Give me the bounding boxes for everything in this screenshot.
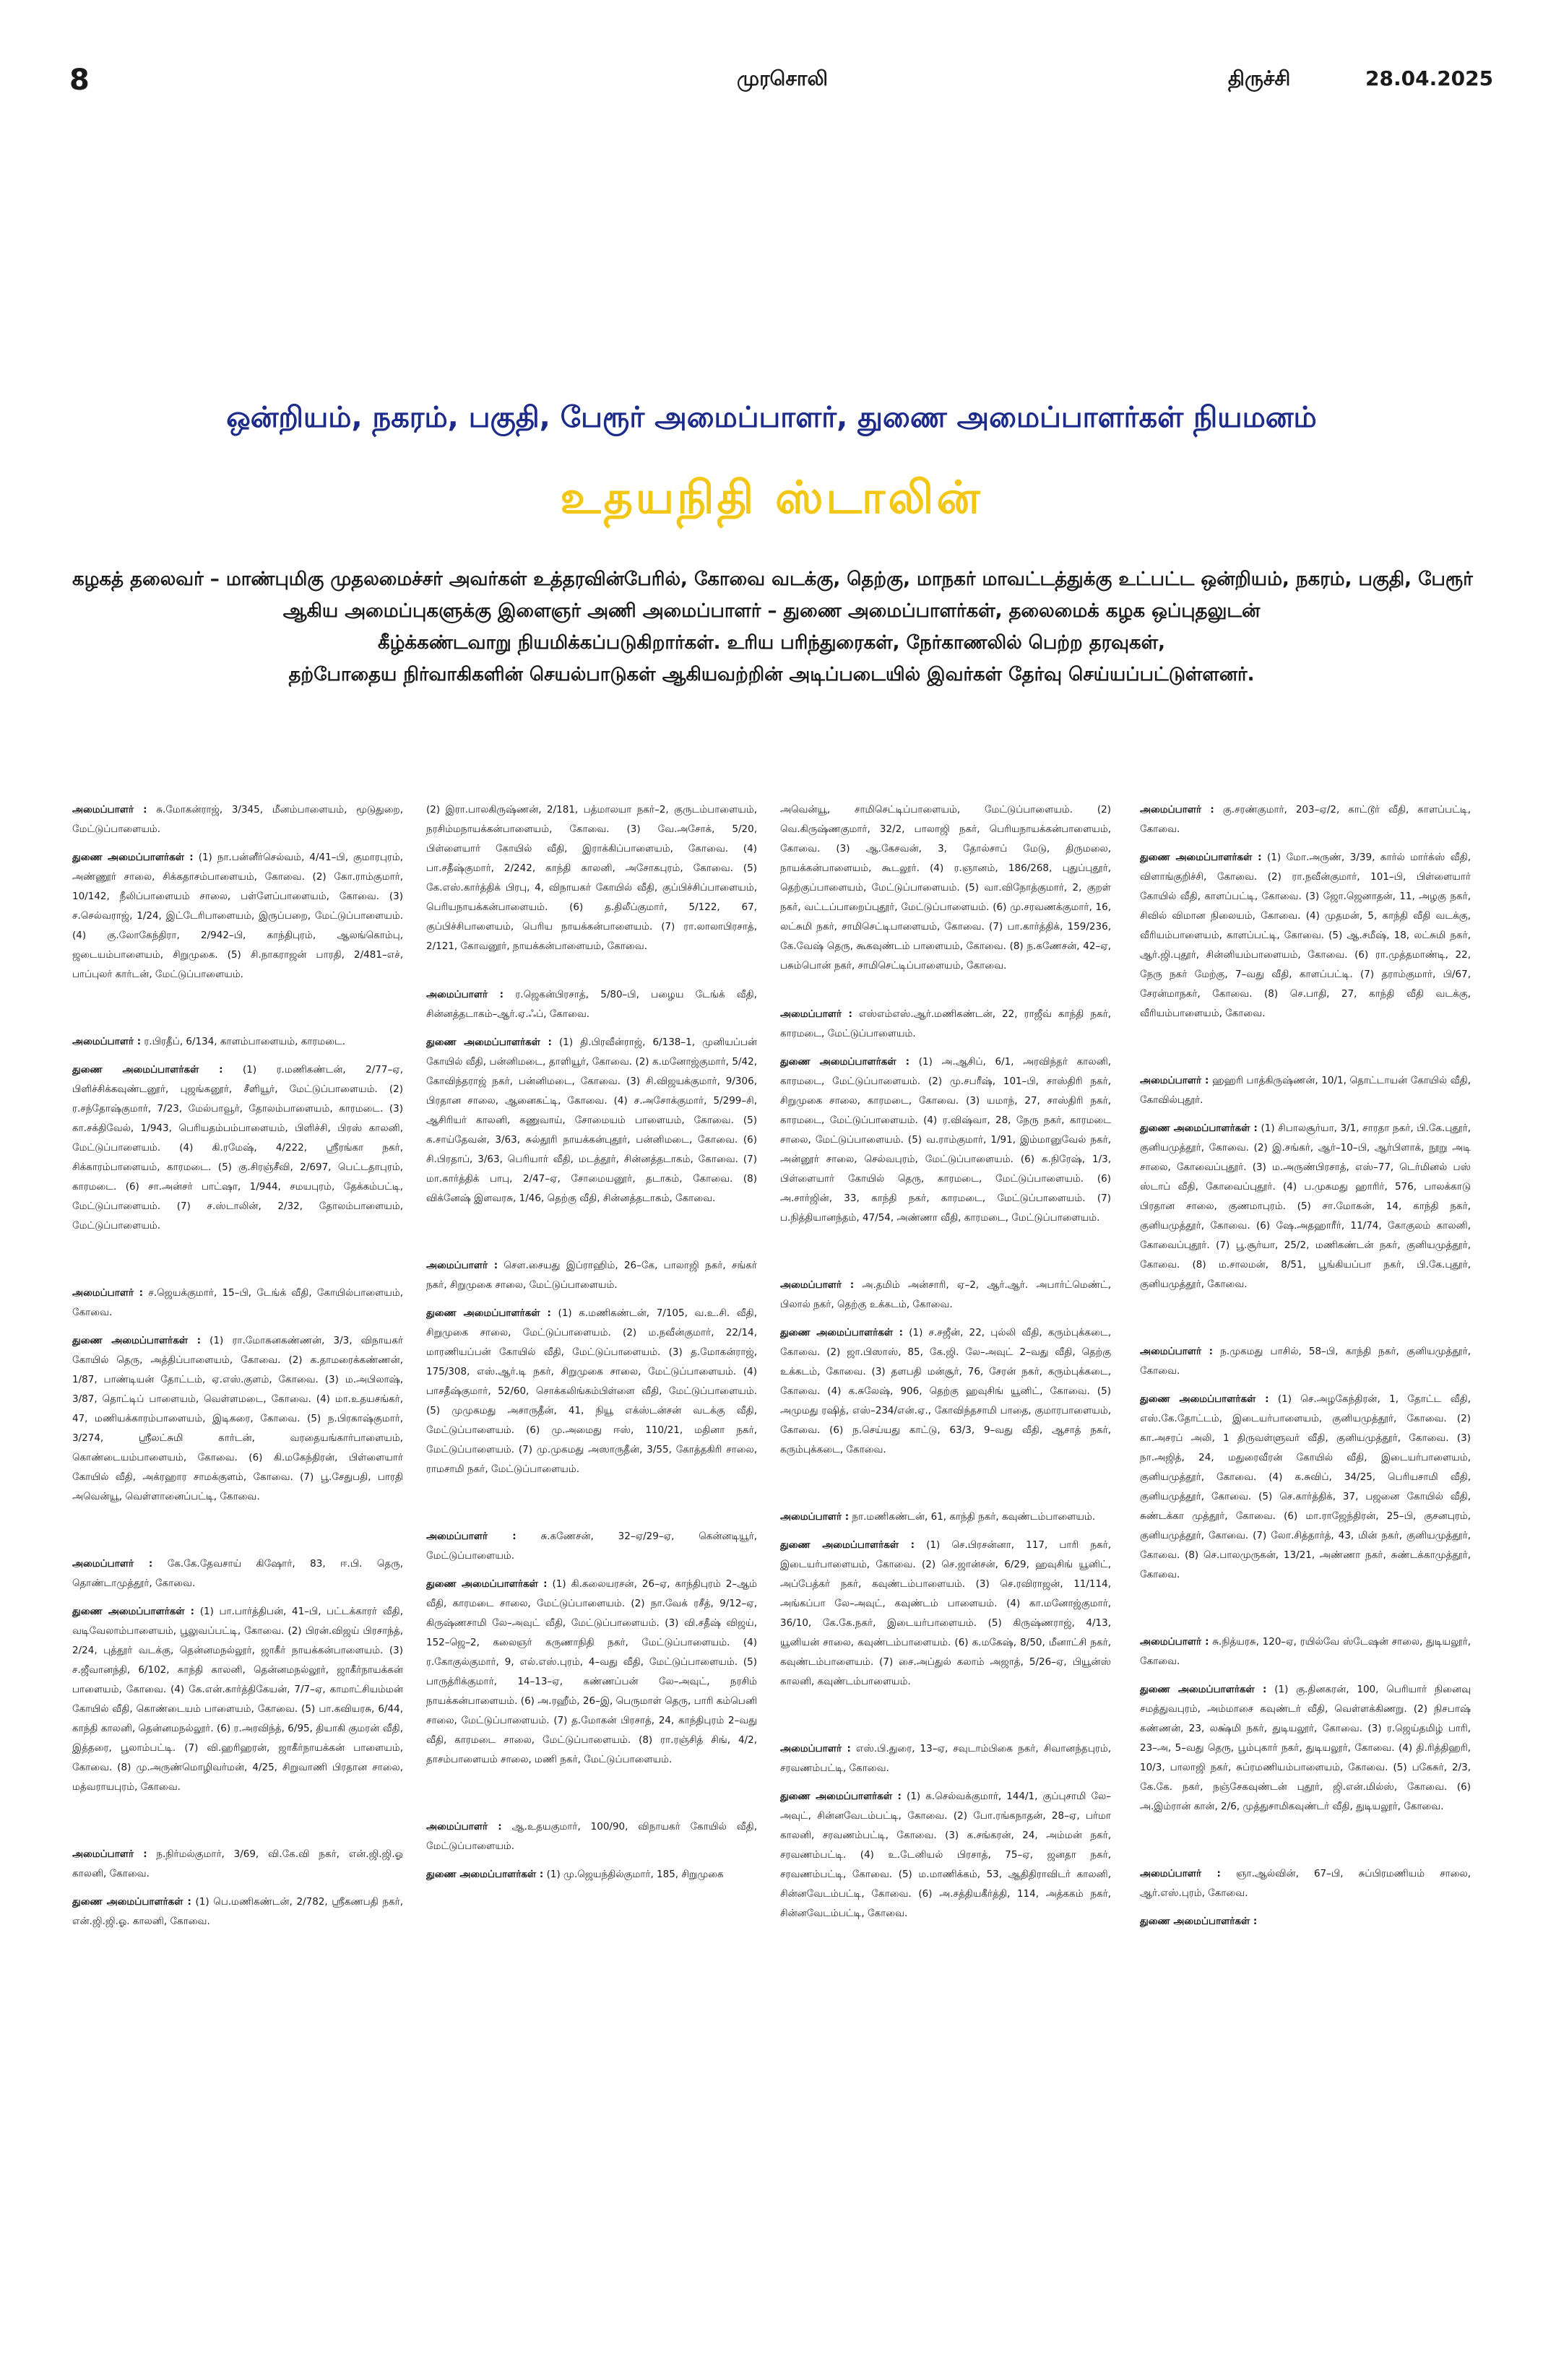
organiser-details: ந.நிர்மல்குமார், 3/69, வி.கே.வி நகர், என்.ஜி.ஜி.ஓ காலனி, கோவை.	[72, 1848, 403, 1879]
deputies-details: (1) செ.பிரசன்னா, 117, பாரி நகர், இடையர்பாளையம், கோவை. (2) செ.ஜான்சன், 6/29, ஹவுசிங் யூனிட், அப்பேத்கர் நகர், கவுண்டம்பாளையம். (3) செ.ரவிராஜன், 11/114, அங்கப்பா லே–அவுட், கவுண்டம் பாளையம். (4) கா.மனோஜ்குமார், 36/10, கே.கே.நகர், இடையர்பாளையம். (5) கிருஷ்ணராஜ், 4/13, யூனியன் சாலை, கவுண்டம்பாளையம். (6) க.மகேஷ், 8/50, மீனாட்சி நகர், கவுண்டம்பாளையம். (7) சை.அப்துல் கலாம் அஜாத், 5/26–ஏ, பியூன்ஸ் காலனி, கவுண்டம்பாளையம்.	[780, 1539, 1111, 1687]
organiser-line	[426, 1527, 757, 1566]
organiser-details: கு.சரண்குமார், 203–ஏ/2, காட்டூர் வீதி, காளப்பட்டி, கோவை.	[1140, 804, 1471, 835]
deputies-label: துணை அமைப்பாளர்கள் :	[426, 1307, 551, 1319]
organiser-details: சு.கணேசன், 32–ஏ/29–ஏ, கென்னடியூர், மேட்டுப்பாளையம்.	[426, 1531, 757, 1562]
subhead: உதயநிதி ஸ்டாலின்	[560, 471, 983, 524]
deputies-details: (1) ரா.மோகனகண்ணன், 3/3, விநாயகர் கோயில் தெரு, அத்திப்பாளையம், கோவை. (2) க.தாமரைக்கண்ணன், 1/87, பாண்டியன் தோட்டம், ஏ.எஸ்.குளம், கோவை. (3) ம.அபிலாஷ், 3/87, தொட்டிப் பாளையம், வெள்ளமடை, கோவை. (4) மா.உதயசங்கர், 47, மணியக்காரம்பாளையம், இடிகரை, கோவை. (5) ந.பிரகாஷ்குமார், 3/274, ஸ்ரீலட்சுமி கார்டன், வரதையங்கார்பாளையம், கொண்டையம்பாளையம், கோவை. (6) கி.மகேந்திரன், பிள்ளையார் கோயில் வீதி, அக்ரஹார சாமக்குளம், கோவை. (7) பூ.சேதுபதி, பாரதி அவென்யூ, வெள்ளானைப்பட்டி, கோவை.	[72, 1335, 403, 1502]
organiser-details: எஸ்.பி.துரை, 13–ஏ, சவுடாம்பிகை நகர், சிவானந்தபுரம், சரவணம்பட்டி, கோவை.	[780, 1743, 1111, 1774]
organiser-details: சு.நித்யரசு, 120–ஏ, ரயில்வே ஸ்டேஷன் சாலை, துடியலூர், கோவை.	[1140, 1636, 1471, 1667]
deputies-line	[426, 1865, 757, 1884]
organiser-line	[780, 1739, 1111, 1778]
deputies-label: துணை அமைப்பாளர்கள் :	[72, 852, 194, 863]
appointment-entry	[780, 1276, 1111, 1460]
deputies-line	[1140, 1119, 1471, 1294]
deputies-label: துணை அமைப்பாளர்கள் :	[780, 1056, 910, 1068]
intro-line: ஆகிய அமைப்புகளுக்கு இளைஞர் அணி அமைப்பாளர் – துணை அமைப்பாளர்கள், தலைமைக் கழக ஒப்புதலுடன்	[282, 600, 1261, 622]
organiser-details: அ.தமிம் அன்சாரி, ஏ–2, ஆர்.ஆர். அபார்ட்மெண்ட், பிலால் நகர், தெற்கு உக்கடம், கோவை.	[780, 1279, 1111, 1310]
organiser-line	[780, 1005, 1111, 1044]
appointment-entry	[72, 800, 403, 985]
organiser-details: ஆ.உதயகுமார், 100/90, விநாயகர் கோயில் வீதி, மேட்டுப்பாளையம்.	[426, 1821, 757, 1852]
deputies-details: (1) க.செல்வக்குமார், 144/1, குப்புசாமி லே–அவுட், சின்னவேடம்பட்டி, கோவை. (2) போ.ரங்கநாதன், 28–ஏ, பர்மா காலனி, சரவணம்பட்டி, கோவை. (3) க.சங்கரன், 24, அம்மன் நகர், சரவணம்பட்டி. (4) உ.டேனியல் பிரசாத், 75–ஏ, ஜனதா நகர், சரவணம்பட்டி, கோவை. (5) ம.மாணிக்கம், 53, ஆதிதிராவிடர் காலனி, சின்னவேடம்பட்டி, கோவை. (6) அ.சத்தியகீர்த்தி, 114, அத்ககம் நகர், சின்னவேடம்பட்டி, கோவை.	[780, 1791, 1111, 1919]
organiser-details: ஹஹரி பாத்கிருஷ்ணன், 10/1, தொட்டாயன் கோயில் வீதி, கோவில்புதூர்.	[1140, 1075, 1471, 1106]
deputies-line	[426, 1304, 757, 1479]
deputies-details: (1) பெ.மணிகண்டன், 2/782, ஸ்ரீகணபதி நகர், என்.ஜி.ஜி.ஓ. காலனி, கோவை.	[72, 1896, 403, 1927]
deputies-line	[72, 1892, 403, 1931]
deputies-label: துணை அமைப்பாளர்கள் :	[72, 1896, 191, 1908]
deputies-label: துணை அமைப்பாளர்கள் :	[426, 1037, 552, 1048]
deputies-details: (1) கி.கலையரசன், 26–ஏ, காந்திபுரம் 2–ஆம் வீதி, காரமடை சாலை, மேட்டுப்பாளையம். (2) நா.வேக் ரசீத், 9/12–ஏ, கிருஷ்ணசாமி லே–அவுட் வீதி, மேட்டுப்பாளையம். (3) வி.சதீஷ் விஜய், 152–ஜெ–2, கலைஞர் கருணாநிதி நகர், மேட்டுப்பாளையம். (4) ர.கோகுல்குமார், 9, எல்.எஸ்.புரம், 4–வது வீதி, மேட்டுப்பாளையம். (5) பாருத்ரிக்குமார், 14–13–ஏ, கண்ணப்பன் லே–அவுட், நரசிம் நாயக்கன்பாளையம். (6) அ.ரஹீம், 26–இ, பெருமாள் தெரு, பாரி கம்பெனி சாலை, மேட்டுப்பாளையம். (7) த.மோகன் பிரசாத், 24, காந்திபுரம் 2–வது வீதி, காரமடை சாலை, மேட்டுப்பாளையம். (8) ரா.ரஞ்சித் சிங், 4/2, தாசம்பாளையம் சாலை, மணி நகர், மேட்டுப்பாளையம்.	[426, 1578, 757, 1765]
deputies-label: துணை அமைப்பாளர்கள் :	[780, 1539, 915, 1551]
organiser-line	[426, 1817, 757, 1856]
organiser-details: ர.ஜெகன்பிரசாத், 5/80–பி, பழைய டேங்க் வீதி, சின்னத்தடாகம்–ஆர்.ஏ.ஃப், கோவை.	[426, 989, 757, 1020]
organiser-details: ஞா.ஆல்வின், 67–பி, சுப்பிரமணியம் சாலை, ஆர்.எஸ்.புரம், கோவை.	[1140, 1868, 1471, 1899]
organiser-label: அமைப்பாளர் :	[72, 1558, 153, 1570]
appointment-entry	[426, 1817, 757, 1884]
organiser-label: அமைப்பாளர் :	[72, 804, 147, 815]
deputies-line	[1140, 848, 1471, 1024]
organiser-line	[1140, 1864, 1471, 1903]
organiser-label: அமைப்பாளர் :	[426, 1821, 502, 1832]
column-2	[426, 800, 757, 2360]
deputies-details: (1) ச.சஜீன், 22, புல்லி வீதி, கரும்புக்கடை, கோவை. (2) ஜா.பிஸாஸ், 85, கே.ஜி. லே–அவுட் 2–வது வீதி, தெற்கு உக்கடம், கோவை. (3) தளபதி மன்சூர், 76, சேரன் நகர், கரும்புக்கடை, கோவை. (4) க.சுலேஷ், 906, தெற்கு ஹவுசிங் யூனிட், கோவை. (5) அமுமது ரஷித், எஸ்–234/என்.ஏ., கோவிந்தசாமி பாதை, குமாரபாளையம், கோவை. (6) ந.செய்யது காட்டு, 63/3, 9–வது வீதி, ஆசாத் நகர், கரும்புக்கடை, கோவை.	[780, 1327, 1111, 1455]
appointment-entry	[72, 1554, 403, 1797]
deputies-label: துணை அமைப்பாளர்கள் :	[1140, 852, 1262, 863]
deputies-line	[72, 1331, 403, 1507]
organiser-details: நா.மணிகண்டன், 61, காந்தி நகர், கவுண்டம்பாளையம்.	[852, 1511, 1096, 1523]
deputies-line	[426, 1033, 757, 1208]
deputies-line	[780, 1323, 1111, 1460]
appointment-entry	[72, 1032, 403, 1236]
organiser-label: அமைப்பாளர் :	[780, 1511, 850, 1523]
deputies-line	[780, 1052, 1111, 1228]
intro-line: கழகத் தலைவர் – மாண்புமிகு முதலமைச்சர் அவர்கள் உத்தரவின்பேரில், கோவை வடக்கு, தெற்கு, மாநகர் மாவட்டத்துக்கு உட்பட்ட ஒன்றியம், நகரம், பகுதி, பேரூர்	[72, 568, 1473, 590]
organiser-label: அமைப்பாளர் :	[1140, 1346, 1214, 1357]
edition-name: திருச்சி	[1228, 66, 1291, 90]
intro-paragraph	[72, 563, 1471, 691]
deputies-label: துணை அமைப்பாளர்கள் :	[1140, 1684, 1267, 1695]
headline: ஒன்றியம், நகரம், பகுதி, பேரூர் அமைப்பாளர், துணை அமைப்பாளர்கள் நியமனம்	[226, 401, 1317, 434]
deputies-line	[72, 848, 403, 985]
organiser-line	[1140, 1342, 1471, 1381]
deputies-details: (1) கு.தினகரன், 100, பெரியார் நினைவு சமத்துவபுரம், அம்மாசை கவுண்டர் வீதி, வெள்ளக்கிணறு. (2) நிசபாஷ் கண்ணன், 23, லக்ஷ்மி நகர், துடியலூர், கோவை. (3) ர.ஜெய்தமிழ் பாரி, 23–அ, 5–வது தெரு, பூம்புகார் நகர், துடியலூர், கோவை. (4) தி.ரித்திஹரி, 10/3, பாலாஜி நகர், சுப்ரமணியம்பாளையம், கோவை. (5) பகேசுர், 2/3, கே.கே. நகர், நஞ்சேகவுண்டன் புதூர், ஜி.என்.மில்ஸ், கோவை. (6) அ.இம்ரான் கான், 2/6, முத்துசாமிகவுண்டர் வீதி, துடியலூர், கோவை.	[1140, 1684, 1471, 1812]
organiser-details: ந.முகமது பாசில், 58–பி, காந்தி நகர், குனியமுத்தூர், கோவை.	[1140, 1346, 1471, 1377]
organiser-line	[780, 1276, 1111, 1315]
intro-line: தற்போதைய நிர்வாகிகளின் செயல்பாடுகள் ஆகியவற்றின் அடிப்படையில் இவர்கள் தேர்வு செய்யப்பட்டுள்ளனர்.	[288, 664, 1255, 685]
deputies-details: (1) சிபாலசூர்யா, 3/1, சாரதா நகர், பி.கே.புதூர், குனியமுத்தூர், கோவை. (2) இ.சங்கர், ஆர்–10–பி, ஆர்பிளாக், நூறு அடி சாலை, கோவைப்புதூர். (3) ம.அருண்பிரசாத், எஸ்–77, டெர்மினல் பஸ் ஸ்டாப் வீதி, கோவைப்புதூர். (4) ப.முகமது ஹாரிர், 576, பாலக்காடு பிரதான சாலை, குணமாபுரம். (5) சா.மோகன், 14, காந்தி நகர், குனியமுத்தூர், கோவை. (6) ஷே.அதஹாரீர், 11/74, கோகுலம் காலனி, கோவைப்புதூர். (7) பூ.சூர்யா, 25/2, மணிகண்டன் நகர், குனியமுத்தூர், கோவை. (8) ம.சாலமன், 8/51, பூங்கியப்பா நகர், பி.கே.புதூர், குனியமுத்தூர், கோவை.	[1140, 1122, 1471, 1290]
page-number: 8	[69, 64, 90, 97]
deputies-label: துணை அமைப்பாளர்கள் :	[780, 1791, 902, 1802]
masthead-bar	[0, 0, 1543, 108]
organiser-label: அமைப்பாளர் :	[780, 1743, 851, 1754]
organiser-label: அமைப்பாளர் :	[426, 989, 504, 1000]
organiser-label: அமைப்பாளர் :	[426, 1531, 517, 1542]
appointment-entry	[1140, 1071, 1471, 1294]
deputies-line	[780, 1536, 1111, 1692]
continued-text: அவென்யூ, சாமிசெட்டிப்பாளையம், மேட்டுப்பாளையம். (2) வெ.கிருஷ்ணகுமார், 32/2, பாலாஜி நகர், பெரியநாயக்கன்பாளையம், கோவை. (3) ஆ.கேசவன், 3, தோல்சாப் மேடு, திருமலை, நாயக்கன்பாளையம், கூடலூர். (4) ர.ஞானம், 186/268, புதுப்புதூர், தெற்குப்பாளையம், மேட்டுப்பாளையம். (5) வா.விநோத்குமார், 2, குறள் நகர், வட்டப்பாறைப்புதூர், மேட்டுப்பாளையம். (6) மு.சரவணக்குமார், 16, லட்சுமி நகர், சாமிசெட்டிபாளையம், கோவை. (7) பா.கார்த்திக், 159/236, கே.வேஷ் தெரு, கூகவுண்டம் பாளையம், கோவை. (8) ந.கணேசன், 42–ஏ, பசும்பொன் நகர், சாமிசெட்டிப்பாளையம், கோவை.	[780, 804, 1111, 972]
organiser-details: ச.ஜெயக்குமார், 15–பி, டேங்க் வீதி, கோயில்பாளையம், கோவை.	[72, 1287, 403, 1318]
organiser-line	[426, 985, 757, 1024]
deputies-label: துணை அமைப்பாளர்கள் :	[1140, 1916, 1258, 1927]
deputies-details: (1) செ.அழகேந்திரன், 1, தோட்ட வீதி, எஸ்.கே.தோட்டம், இடையர்பாளையம், குனியமுத்தூர், கோவை. (2) கா.அசரப் அலி, 1 திருவள்ளுவர் வீதி, குனியமுத்தூர், கோவை. (3) நா.அஜித், 24, மதுரைவீரன் கோயில் வீதி, இடையர்பாளையம், குனியமுத்தூர், கோவை. (4) க.சுவிப், 34/25, பெரியசாமி வீதி, குனியமுத்தூர், கோவை. (5) செ.கார்த்திக், 37, பஜனை கோயில் வீதி, சுண்டக்கா முத்தூர், கோவை. (6) மா.ராஜேந்திரன், 25–பி, குசனபுரம், குனியமுத்தூர், கோவை. (7) லோ.சித்தார்த், 43, மின் நகர், குனியமுத்தூர், கோவை. (8) செ.பாலமுருகன், 13/21, அண்ணா நகர், சுண்டக்காமுத்தூர், கோவை.	[1140, 1393, 1471, 1580]
deputies-details: (1) பா.பார்த்திபன், 41–பி, பட்டக்காரர் வீதி, வடிவேலாம்பாளையம், பூலுவப்பட்டி, கோவை. (2) பிரன்.விஜய் பிரசாந்த், 2/24, புத்தூர் வடக்கு, தென்னமநல்லூர், ஜாகீர் நாயக்கன்பாளையம். (3) ச.ஜீவானந்தி, 6/102, காந்தி காலனி, தென்னமநல்லூர், ஜாகீர்நாயக்கன் பாளையம், கோவை. (4) கே.என்.கார்த்திகேயன், 7/7–ஏ, காமாட்சியம்மன் கோயில் வீதி, கொண்டையம் பாளையம், கோவை. (5) பா.கவியரசு, 6/44, காந்தி காலனி, தென்னமநல்லூர். (6) ர.அரவிந்த், 6/95, தியாகி குமரன் வீதி, இத்தரை, பூலாம்பட்டி. (7) வி.ஹரிஹரன், ஜாகீர்நாயக்கன் பாளையம், கோவை. (8) மு.அருண்மொழிவர்மன், 4/25, சிறுவாணி பிரதான சாலை, மத்வராயபுரம், கோவை.	[72, 1606, 403, 1793]
deputies-label: துணை அமைப்பாளர்கள் :	[72, 1606, 195, 1617]
organiser-label: அமைப்பாளர் :	[1140, 1636, 1209, 1648]
appointment-entry	[426, 1527, 757, 1770]
organiser-details: சௌ.சையது இப்ராஹிம், 26–கே, பாலாஜி நகர், சங்கர் நகர், சிறுமுகை சாலை, மேட்டுப்பாளையம்.	[426, 1260, 757, 1291]
appointment-entry	[1140, 1632, 1471, 1817]
organiser-line	[72, 1554, 403, 1593]
deputies-label: துணை அமைப்பாளர்கள் :	[1140, 1122, 1258, 1134]
column-1	[72, 800, 403, 2360]
organiser-line	[1140, 800, 1471, 839]
appointment-entry	[780, 1005, 1111, 1228]
appointment-entry	[426, 1256, 757, 1479]
column-4	[1140, 800, 1471, 2360]
appointment-entry	[72, 1845, 403, 1931]
deputies-details: (1) அ.ஆசிப், 6/1, அரவிந்தர் காலனி, காரமடை, மேட்டுப்பாளையம். (2) மு.சபரீஷ், 101–பி, சாஸ்திரி நகர், சிறுமுகை சாலை, காரமடை, கோவை. (3) யமாந், 27, சாஸ்திரி நகர், காரமடை, மேட்டுப்பாளையம். (4) ர.விஷ்வா, 28, நேரு நகர், காரமடை சாலை, மேட்டுப்பாளையம். (5) வ.ராம்குமார், 1/91, இம்மானுவேல் நகர், அன்னூர் சாலை, செல்வபுரம், மேட்டுப்பாளையம். (6) க.நிரேஷ், 1/3, பிள்ளையார் கோயில் தெரு, காரமடை, மேட்டுப்பாளையம். (6) அ.சார்ஜின், 33, காந்தி நகர், காரமடை, மேட்டுப்பாளையம். (7) ப.நித்தியானந்தம், 47/54, அண்ணா வீதி, காரமடை, மேட்டுப்பாளையம்.	[780, 1056, 1111, 1224]
deputies-line	[1140, 1912, 1471, 1931]
deputies-line	[1140, 1680, 1471, 1817]
deputies-details: (1) தி.பிரவீன்ராஜ், 6/138–1, முனியப்பன் கோயில் வீதி, பன்னிமடை, தாளியூர், கோவை. (2) க.மனோஜ்குமார், 5/42, கோவிந்தராஜ் நகர், பன்னிமடை, கோவை. (3) சி.விஜயக்குமார், 9/306, பிரதான சாலை, ஆனைகட்டி, கோவை. (4) ச.அசோக்குமார், 5/299–சி, ஆசிரியர் காலனி, கணுவாய், சோமையம் பாளையம், கோவை. (5) க.சாய்தேவன், 3/63, சுல்தூரி நாயக்கன்புதூர், பன்னிமடை, கோவை. (6) சி.பிரதாப், 3/63, பெரியார் வீதி, மடத்தூர், சின்னத்தடாகம், கோவை. (7) மா.கார்த்திக் பாபு, 2/47–ஏ, சோமையனூர், தடாகம், கோவை. (8) விக்னேஷ் இளவரசு, 1/46, தெற்கு வீதி, சின்னத்தடாகம், கோவை.	[426, 1037, 757, 1204]
deputies-details: (1) மு.ஜெயந்தில்குமார், 185, சிறுமுகை	[546, 1869, 724, 1880]
organiser-label: அமைப்பாளர் :	[1140, 804, 1214, 815]
deputies-label: துணை அமைப்பாளர்கள் :	[780, 1327, 904, 1338]
deputies-details: (1) க.மணிகண்டன், 7/105, வ.உ.சி. வீதி, சிறுமுகை சாலை, மேட்டுப்பாளையம். (2) ம.நவீன்குமார், 22/14, மாரணியப்பன் கோயில் வீதி, மேட்டுப்பாளையம். (3) த.மோகன்ராஜ், 175/308, எஸ்.ஆர்.டி நகர், சிறுமுகை சாலை, மேட்டுப்பாளையம். (4) பாசதீஷ்குமார், 52/60, சொக்கலிங்கம்பிள்ளை வீதி, மேட்டுப்பாளையம். (5) முமுகமது அசாருதீன், 41, நியூ எக்ஸ்டன்சன் வடக்கு வீதி, மேட்டுப்பாளையம். (6) மு.அமைது ஈஸ், 110/21, மதினா நகர், மேட்டுப்பாளையம். (7) மு.முகமது அஸாருதீன், 3/55, கோத்தகிரி சாலை, ராமசாமி நகர், மேட்டுப்பாளையம்.	[426, 1307, 757, 1475]
column-3	[780, 800, 1111, 2360]
issue-date: 28.04.2025	[1365, 66, 1494, 90]
organiser-line	[1140, 1632, 1471, 1671]
organiser-details: சு.மோகன்ராஜ், 3/345, மீனம்பாளையம், மூடுதுறை, மேட்டுப்பாளையம்.	[72, 804, 403, 835]
appointment-entry	[1140, 800, 1471, 1024]
deputies-label: துணை அமைப்பாளர்கள் :	[1140, 1393, 1269, 1405]
organiser-label: அமைப்பாளர் :	[72, 1036, 142, 1047]
continued-text: (2) இரா.பாலகிருஷ்ணன், 2/181, பத்மாலயா நகர்–2, குருடம்பாளையம், நரசிம்மநாயக்கன்பாளையம், கோவை. (3) வே.அசோக், 5/20, பிள்ளையார் கோயில் வீதி, இராக்கிப்பாளையம், கோவை. (4) பா.சதீஷ்குமார், 2/242, காந்தி காலனி, அசோகபுரம், கோவை. (5) கே.எஸ்.கார்த்திக் பிரபு, 4, விநாயகர் கோயில் வீதி, குப்பிச்சிப்பாளையம், பெரியநாயக்கன்பாளையம். (6) த.திலீப்குமார், 5/122, 67, குப்பிச்சிபாளையம், பெரிய நாயக்கன்பாளையம். (7) ரா.லாலாபிரசாத், 2/121, கோவனூர், நாயக்கன்பாளையம், கோவை.	[426, 804, 757, 952]
appointment-entry	[780, 1739, 1111, 1924]
organiser-details: ர.பிரதீப், 6/134, காளம்பாளையம், காரமடை.	[144, 1036, 346, 1047]
organiser-details: எஸ்எம்எஸ்.ஆர்.மணிகண்டன், 22, ராஜீவ் காந்தி நகர், காரமடை, மேட்டுப்பாளையம்.	[780, 1008, 1111, 1039]
organiser-line	[426, 1256, 757, 1295]
organiser-line	[72, 1032, 403, 1052]
organiser-label: அமைப்பாளர் :	[72, 1848, 147, 1860]
deputies-details: (1) மோ.அருண், 3/39, கார்ல் மார்க்ஸ் வீதி, விளாங்குறிச்சி, கோவை. (2) ரா.நவீன்குமார், 101–பி, பிள்ளையார் கோயில் வீதி, காளப்பட்டி, கோவை. (3) ஜோ.ஜெனாதன், 11, அழகு நகர், சிவில் விமான நிலையம், கோவை. (4) முதமன், 5, காந்தி வீதி வடக்கு, வீரியம்பாளையம், காளப்பட்டி, கோவை. (5) ஆ.சமீஷ், 18, லட்சுமி நகர், ஆர்.ஜி.புதூர், சின்னியம்பாளையம், கோவை. (6) ரா.முத்தமாண்டி, 22, நேரு நகர் மேற்கு, 7–வது வீதி, காளப்பட்டி. (7) தராம்குமார், பி/67, சேரன்மாநகர், கோவை. (8) செ.பாதி, 27, காந்தி வீதி வடக்கு, வீரியம்பாளையம், கோவை.	[1140, 852, 1471, 1019]
deputies-line	[426, 1575, 757, 1770]
organiser-label: அமைப்பாளர் :	[1140, 1868, 1221, 1879]
deputies-details: (1) நா.பன்னீர்செல்வம், 4/41–பி, குமாரபுரம், அண்ணூர் சாலை, சிக்கதாசம்பாளையம், கோவை. (2) கோ.ராம்குமார், 10/142, நீலிப்பாளையம் சாலை, பள்ளேப்பாளையம், கோவை. (3) ச.செல்வராஜ், 1/24, இட்டேரிபாளையம், இருப்பறை, மேட்டுப்பாளையம். (4) கு.லோகேந்திரா, 2/942–பி, காந்திபுரம், ஆலங்கொம்பு, ஜடையம்பாளையம், சிறுமுகை. (5) சி.நாகராஜன் பாரதி, 2/481–எச், பாப்புலர் கார்டன், மேட்டுப்பாளையம்.	[72, 852, 403, 980]
appointment-entry	[780, 1507, 1111, 1692]
organiser-label: அமைப்பாளர் :	[72, 1287, 144, 1299]
organiser-line	[72, 1845, 403, 1884]
organiser-details: கே.கே.தேவசாய் கிஷோர், 83, ஈ.பி. தெரு, தொண்டாமுத்தூர், கோவை.	[72, 1558, 403, 1589]
appointment-entry	[72, 1284, 403, 1507]
deputies-label: துணை அமைப்பாளர்கள் :	[72, 1335, 202, 1346]
deputies-line	[780, 1787, 1111, 1924]
intro-line: கீழ்க்கண்டவாறு நியமிக்கப்படுகிறார்கள். உரிய பரிந்துரைகள், நேர்காணலில் பெற்ற தரவுகள்,	[378, 632, 1165, 654]
organiser-line	[1140, 1071, 1471, 1110]
deputies-line	[72, 1060, 403, 1236]
newspaper-name: முரசொலி	[737, 66, 828, 90]
appointment-entry	[426, 985, 757, 1208]
deputies-label: துணை அமைப்பாளர்கள் :	[72, 1064, 223, 1076]
organiser-line	[780, 1507, 1111, 1527]
appointment-entry	[1140, 1864, 1471, 1931]
deputies-line	[72, 1602, 403, 1797]
organiser-label: அமைப்பாளர் :	[426, 1260, 498, 1271]
organiser-line	[72, 1284, 403, 1323]
deputies-label: துணை அமைப்பாளர்கள் :	[426, 1869, 544, 1880]
deputies-details: (1) ர.மணிகண்டன், 2/77–ஏ, பிளிச்சிக்கவுண்டனூர், புஜங்கனூர், சீளியூர், மேட்டுப்பாளையம். (2) ர.சந்தோஷ்குமார், 7/23, மேல்பாவூர், தோலம்பாளையம், காரமடை. (3) கா.சக்திவேல், 1/943, பெரியதம்பம்பாளையம், பிளிச்சி, பிரஸ் காலனி, மேட்டுப்பாளையம். (4) கி.ரமேஷ், 4/222, ஸ்ரீரங்கா நகர், சிக்காரம்பாளையம், காரமடை. (5) கு.சிரஞ்சீவி, 2/697, பெட்டதாபுரம், காரமடை. (6) சா.அன்சர் பாட்ஷா, 1/944, சமயபுரம், தேக்கம்பட்டி, மேட்டுப்பாளையம். (7) ச.ஸ்டாலின், 2/32, தோலம்பாளையம், மேட்டுப்பாளையம்.	[72, 1064, 403, 1232]
organiser-line	[72, 800, 403, 839]
deputies-line	[1140, 1390, 1471, 1585]
appointment-entry	[1140, 1342, 1471, 1585]
organiser-label: அமைப்பாளர் :	[1140, 1075, 1209, 1086]
organiser-label: அமைப்பாளர் :	[780, 1279, 855, 1291]
organiser-label: அமைப்பாளர் :	[780, 1008, 852, 1020]
deputies-label: துணை அமைப்பாளர்கள் :	[426, 1578, 548, 1590]
